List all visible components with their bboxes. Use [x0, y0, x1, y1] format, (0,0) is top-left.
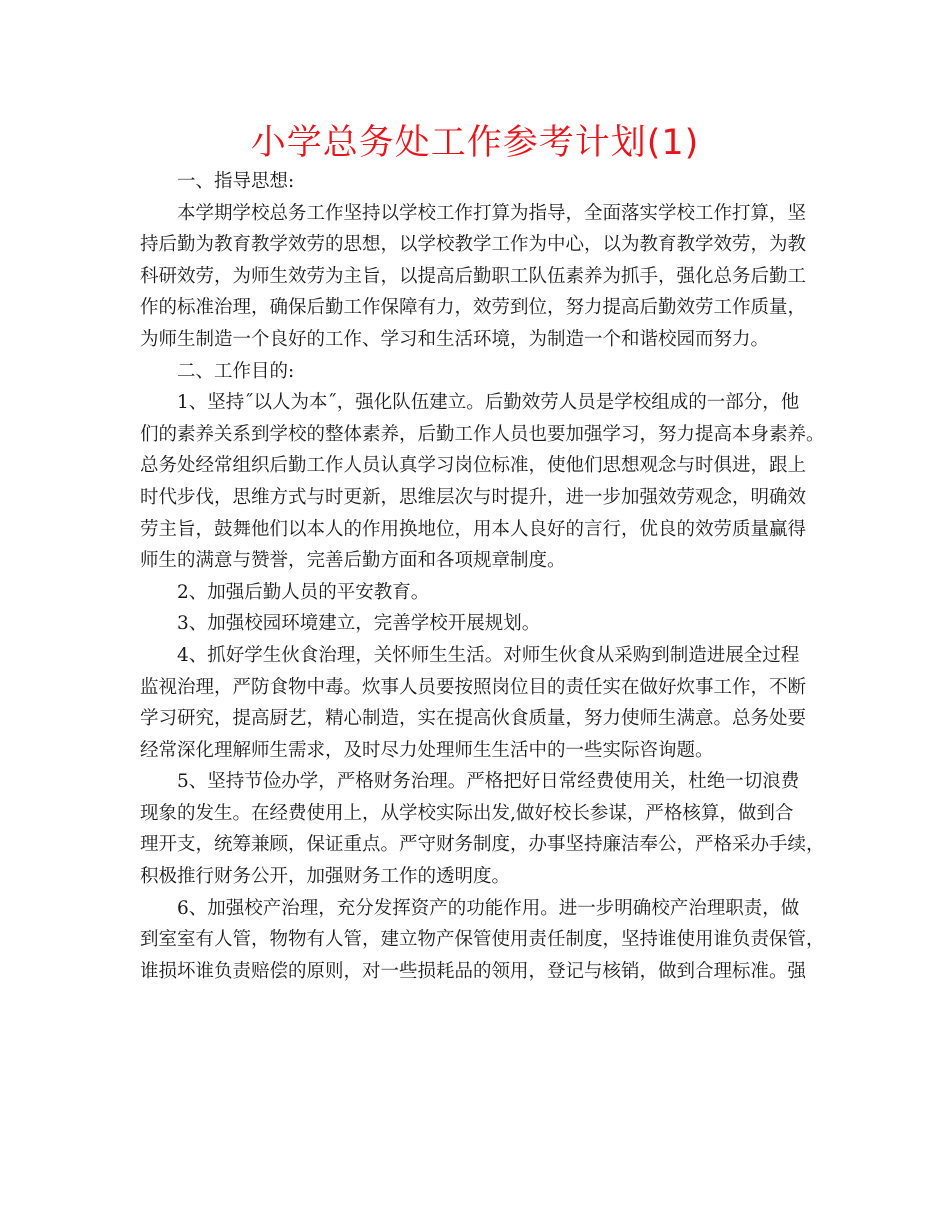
paragraph — [140, 608, 816, 640]
text-line: 现象的发生。在经费使用上，从学校实际出发,做好校长参谋，严格核算，做到合 — [140, 802, 794, 824]
text-line: 学习研究，提高厨艺，精心制造，实在提高伙食质量，努力使师生满意。总务处要 — [140, 708, 807, 730]
section-heading: 二、工作目的: — [177, 360, 295, 382]
document-body — [140, 166, 825, 987]
text-line: 总务处经常组织后勤工作人员认真学习岗位标准，使他们思想观念与时俱进，跟上 — [140, 455, 807, 477]
paragraph — [140, 893, 825, 988]
text-line: 作的标准治理，确保后勤工作保障有力，效劳到位，努力提高后勤效劳工作质量， — [140, 297, 807, 319]
section-heading: 一、指导思想: — [177, 171, 295, 192]
paragraph — [140, 577, 816, 609]
text-line: 2、加强后勤人员的平安教育。 — [177, 581, 430, 603]
paragraph — [140, 387, 825, 577]
text-line: 5、坚持节俭办学，严格财务治理。严格把好日常经费使用关，杜绝一切浪费 — [177, 771, 800, 793]
text-line: 本学期学校总务工作坚持以学校工作打算为指导，全面落实学校工作打算，坚 — [177, 202, 807, 224]
text-line: 们的素养关系到学校的整体素养，后勤工作人员也要加强学习，努力提高本身素养。 — [140, 423, 825, 445]
paragraph — [140, 766, 825, 892]
text-line: 6、加强校产治理，充分发挥资产的功能作用。进一步明确校产治理职责，做 — [177, 897, 800, 919]
text-line: 劳主旨，鼓舞他们以本人的作用换地位，用本人良好的言行，优良的效劳质量赢得 — [140, 518, 807, 540]
text-line: 4、抓好学生伙食治理，关怀师生生活。对师生伙食从采购到制造进展全过程 — [177, 644, 800, 666]
text-line: 为师生制造一个良好的工作、学习和生活环境，为制造一个和谐校园而努力。 — [140, 328, 770, 350]
text-line: 到室室有人管，物物有人管，建立物产保管使用责任制度，坚持谁使用谁负责保管， — [140, 929, 825, 951]
text-line: 持后勤为教育教学效劳的思想，以学校教学工作为中心，以为教育教学效劳，为教 — [140, 234, 807, 256]
paragraph — [140, 198, 816, 356]
text-line: 3、加强校园环境建立，完善学校开展规划。 — [177, 613, 541, 635]
text-line: 师生的满意与赞誉，完善后勤方面和各项规章制度。 — [140, 550, 566, 572]
text-line: 时代步伐，思维方式与时更新，思维层次与时提升，进一步加强效劳观念，明确效 — [140, 486, 807, 508]
text-line: 理开支，统筹兼顾，保证重点。严守财务制度，办事坚持廉洁奉公，严格采办手续， — [140, 834, 825, 856]
text-line: 1、坚持˝以人为本˝，强化队伍建立。后勤效劳人员是学校组成的一部分，他 — [177, 392, 800, 414]
document-title: 小学总务处工作参考计划(1) — [250, 123, 700, 163]
text-line: 积极推行财务公开，加强财务工作的透明度。 — [140, 866, 511, 888]
text-line: 谁损坏谁负责赔偿的原则，对一些损耗品的领用，登记与核销，做到合理标准。强 — [140, 960, 807, 982]
text-line: 科研效劳，为师生效劳为主旨，以提高后勤职工队伍素养为抓手，强化总务后勤工 — [140, 265, 807, 287]
paragraph — [140, 640, 816, 766]
text-line: 监视治理，严防食物中毒。炊事人员要按照岗位目的责任实在做好炊事工作，不断 — [140, 676, 807, 698]
text-line: 经常深化理解师生需求，及时尽力处理师生生活中的一些实际咨询题。 — [140, 739, 714, 761]
